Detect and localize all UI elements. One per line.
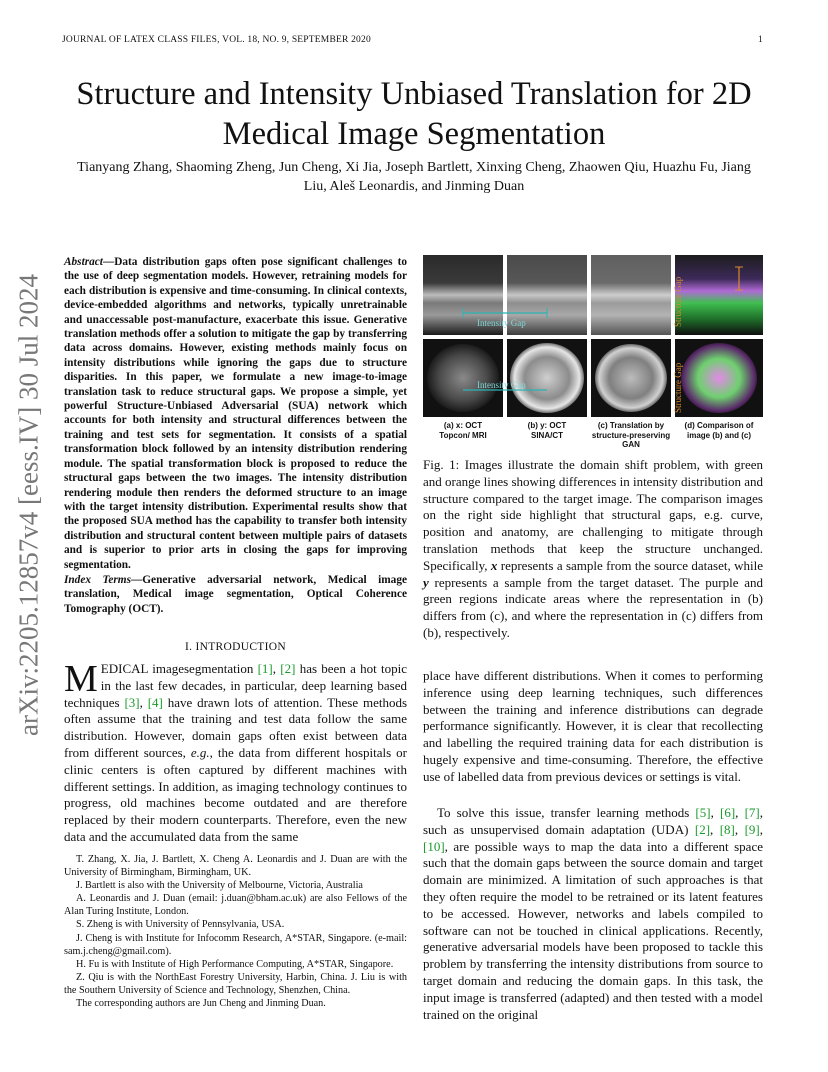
citation[interactable]: [2]	[280, 661, 296, 676]
body-paragraph	[423, 805, 763, 1023]
panel-label-line: (a) x: OCT	[443, 421, 483, 430]
panel-label-line: (b) y: OCT	[527, 421, 567, 430]
paper-title: Structure and Intensity Unbiased Translation for 2D Medical Image Segmentation	[76, 76, 752, 152]
citation[interactable]: [10]	[423, 838, 445, 854]
arxiv-stamp-text: arXiv:2205.12857v4 [eess.IV] 30 Jul 2024	[13, 274, 44, 736]
footnote: A. Leonardis and J. Duan (email: j.duan@bham.ac.uk) are also Fellows of the Alan Turing Institute, London.	[64, 893, 407, 918]
panel-label-a	[423, 421, 503, 440]
ct-comparison-image	[681, 343, 757, 413]
footnote: J. Cheng is with Institute for Infocomm Research, A*STAR, Singapore. (e-mail: sam.j.cheng@gmail.com).	[64, 932, 407, 957]
intro-text: ,	[272, 661, 281, 676]
figure-caption	[423, 457, 763, 642]
intro-text: , the data from different hospitals or clinic centers is often captured by different machines with different settings. In addition, as imaging technology continues to progress, old machines become outdated and are therefore replaced by their modern counterparts. Therefore, even the new data and the accumulated data from the same	[64, 744, 408, 844]
paragraph-text: ,	[710, 821, 720, 837]
footnote: S. Zheng is with University of Pennsylvania, USA.	[76, 919, 285, 931]
citation[interactable]: [1]	[257, 661, 273, 676]
ct-translated-image	[595, 344, 667, 412]
panel-label-d	[675, 421, 763, 440]
paragraph-text: place have different distributions. When it comes to performing inference using deep learning techniques, such differences between the training and inference distributions can degrade performance significantly. However, it is clear that recollecting and labelling the required training data for each distribution is hugely expensive and time-consuming. Therefore, the effective use of labelled data from previous devices or settings is vital.	[423, 668, 763, 784]
running-header: JOURNAL OF LATEX CLASS FILES, VOL. 18, NO. 9, SEPTEMBER 2020	[62, 35, 371, 45]
footnote: Z. Qiu is with the NorthEast Forestry University, Harbin, China. J. Liu is with the Southern University of Science and Technology, Shenzhen, China.	[64, 971, 407, 996]
paragraph-text	[423, 805, 763, 1023]
paragraph-text: ,	[734, 821, 745, 837]
intro-text: have drawn lots of attention. These methods often assume that the training and test data follow the same distribution. However, domain gaps often exist between data from different sources,	[64, 694, 408, 760]
panel-label-line: structure-preserving	[591, 430, 671, 440]
citation[interactable]: [9]	[744, 821, 760, 837]
oct-comparison-image	[675, 255, 763, 335]
intensity-gap-label: Intensity Gap	[477, 380, 526, 390]
caption-text: represents a sample from the target dataset. The purple and green regions indicate areas where the representation in (b) differs from (c), and where the representation in (c) differs from (b), respectively.	[423, 574, 763, 640]
citation[interactable]: [5]	[695, 805, 711, 820]
structure-gap-label: Structure Gap	[673, 362, 683, 413]
abstract-text: —Data distribution gaps often pose significant challenges to the use of deep segmentation models. However, retraining models for each distribution is expensive and time-consuming. In clinical contexts, device-embedded algorithms and networks, typically unretrainable and unaccessable post-manufacture, exacerbate this issue. Generative translation methods offer a solution to mitigate the gap by transferring data across domains. However, existing methods mainly focus on intensity distributions while ignoring the gaps due to structure disparities. In this paper, we formulate a new image-to-image translation task to reduce structural gaps. We propose a simple, yet powerful Structure-Unbiased Adversarial (SUA) network which accounts for both intensity and structural differences between the training and test sets for segmentation. It consists of a spatial transformation block followed by an intensity distribution rendering module. The spatial transformation block is proposed to reduce the structural gaps between the two images. The intensity distribution rendering module then renders the deformed structure to an image with the target intensity distribution. Experimental results show that the proposed SUA method has the capability to transfer both intensity distribution and structural content between multiple pairs of datasets and is superior to prior arts in closing the gaps for improving segmentation.	[64, 256, 407, 571]
caption-text: x	[490, 557, 498, 573]
citation[interactable]: [7]	[744, 805, 760, 820]
index-terms-label: Index Terms	[64, 574, 131, 586]
caption-text: y	[423, 574, 429, 590]
figure-1	[423, 255, 763, 451]
citation[interactable]: [2]	[694, 821, 711, 837]
paragraph-text: , are possible ways to map the data into a different space such that the domain gaps between the source domain and target domain are minimized. A limitation of such approaches is that they often require the model to be retrained or its latent features to be accessed. However, networks and labels compiled to software can not be touched in clinical applications. Recently, generative adversarial models have been proposed to tackle this problem by transferring the intensity distributions from source to target domain and reducing the domain gaps. In this task, the input image is transferred (adapted) and then tested with a model trained on the original	[423, 838, 763, 1022]
index-terms-text: —Generative adversarial network, Medical image translation, Medical image segmentation, Optical Coherence Tomography (OCT).	[64, 574, 407, 615]
abstract	[64, 255, 407, 572]
caption-text: Images illustrate the domain shift problem, with green and orange lines showing differences in intensity distribution and structure compared to the target image. The comparison images on the right side highlight that structural gaps, e.g. curve, position and anatomy, are challenging to mitigate through translation methods that keep the structure unchanged. Specifically,	[423, 457, 763, 573]
dropcap: M	[64, 658, 98, 700]
panel-label-line: image (b) and (c)	[686, 430, 751, 440]
footnote: J. Bartlett is also with the University of Melbourne, Victoria, Australia	[76, 880, 363, 892]
author-list: Tianyang Zhang, Shaoming Zheng, Jun Cheng, Xi Jia, Joseph Bartlett, Xinxing Cheng, Zhaowen Qiu, Huazhu Fu, Jiang Liu, Aleš Leonardis, and Jinming Duan	[77, 160, 751, 194]
mri-source-image	[427, 344, 499, 412]
citation[interactable]: [4]	[147, 694, 163, 710]
footnote: H. Fu is with Institute of High Performance Computing, A*STAR, Singapore.	[76, 958, 394, 970]
footnote: T. Zhang, X. Jia, J. Bartlett, X. Cheng A. Leonardis and J. Duan are with the University of Birmingham, Birmingham, UK.	[64, 854, 407, 879]
caption-label: Fig. 1:	[423, 457, 460, 472]
abstract-label: Abstract	[64, 256, 103, 268]
caption-text: represents a sample from the source dataset, while	[497, 557, 763, 573]
panel-label-line: Topcon/ MRI	[439, 430, 487, 440]
intro-paragraph	[64, 658, 408, 846]
intro-text: e.g.	[190, 744, 210, 760]
paragraph-text: ,	[735, 805, 745, 820]
intro-text: has been a hot topic in the last few decades, in particular, deep learning based techniques	[64, 661, 407, 710]
arxiv-stamp	[13, 274, 44, 736]
paragraph-text: , such as unsupervised domain adaptation (UDA)	[423, 805, 763, 837]
footnotes	[64, 853, 407, 1010]
footnote: The corresponding authors are Jun Cheng and Jinming Duan.	[76, 998, 326, 1010]
section-heading: I. INTRODUCTION	[185, 641, 286, 653]
page-number: 1	[758, 35, 763, 45]
intro-text: ,	[139, 694, 148, 710]
citation[interactable]: [6]	[720, 805, 736, 820]
citation[interactable]: [8]	[719, 821, 735, 837]
panel-label-line: (c) Translation by	[597, 421, 665, 430]
panel-label-line: SINA/CT	[531, 430, 563, 440]
ct-target-image	[510, 343, 584, 413]
oct-translated-image	[591, 255, 671, 335]
citation[interactable]: [3]	[124, 694, 140, 710]
panel-label-line: GAN	[622, 440, 640, 449]
intro-text: EDICAL imagesegmentation	[100, 661, 258, 676]
intensity-gap-label: Intensity Gap	[477, 318, 526, 328]
panel-label-c	[587, 421, 675, 450]
paragraph-text: ,	[710, 805, 720, 820]
paragraph-text: ,	[759, 821, 763, 837]
structure-gap-label: Structure Gap	[673, 276, 683, 327]
panel-label-line: (d) Comparison of	[684, 421, 754, 430]
paragraph-text: To solve this issue, transfer learning methods	[437, 805, 696, 820]
index-terms	[64, 573, 407, 616]
body-paragraph	[423, 668, 763, 786]
panel-label-b	[507, 421, 587, 440]
